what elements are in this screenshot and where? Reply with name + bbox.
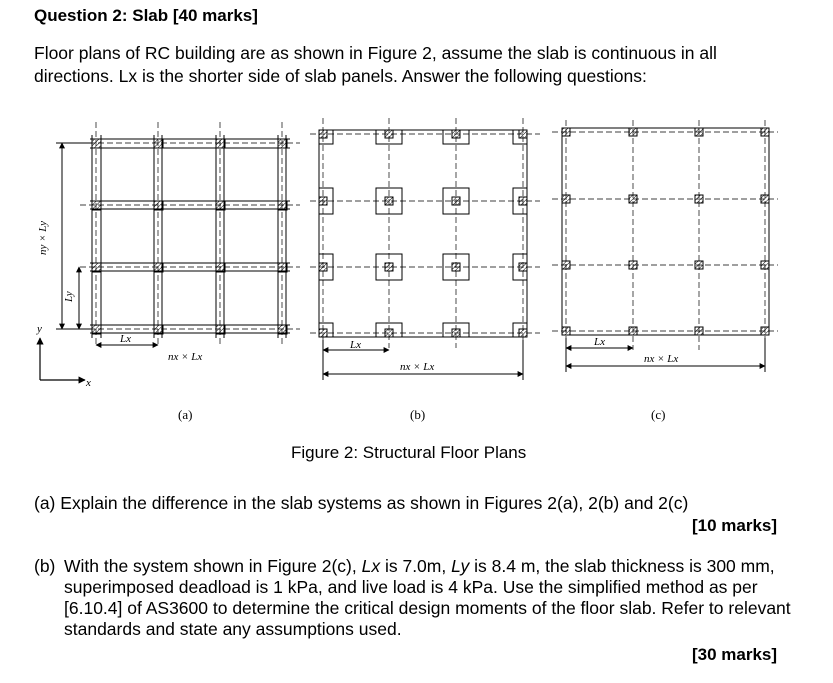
label-c-lx: Lx	[594, 336, 605, 348]
part-a-marks: [10 marks]	[692, 516, 778, 535]
plan-a-gridlines	[80, 122, 300, 345]
part-a-label: (a)	[34, 493, 56, 513]
plan-c-slab-edge	[562, 128, 769, 335]
axis-arrows	[40, 338, 85, 380]
label-a-ly: Ly	[63, 291, 75, 302]
label-c-nx-lx: nx × Lx	[644, 353, 679, 365]
label-a-nx-lx: nx × Lx	[168, 351, 203, 363]
plan-a-dimensions	[56, 143, 158, 345]
plan-a-beams-horizontal	[90, 139, 290, 333]
plan-a	[40, 122, 300, 380]
plan-b	[310, 118, 540, 380]
label-axis-y: y	[37, 323, 42, 335]
figure-c-label: (c)	[651, 407, 666, 422]
plan-b-slab-edge	[319, 130, 527, 337]
plan-b-drop-panels	[319, 130, 527, 337]
ly-symbol: Ly	[451, 556, 470, 576]
figure-caption: Figure 2: Structural Floor Plans	[291, 443, 527, 462]
part-b-label: (b)	[34, 556, 56, 576]
plan-c-gridlines	[552, 120, 778, 350]
part-b	[34, 556, 794, 640]
figure-b-label: (b)	[410, 407, 426, 422]
part-b-marks: [30 marks]	[692, 645, 778, 664]
plan-a-beams-vertical	[92, 135, 286, 338]
label-a-ny-ly: ny × Ly	[37, 221, 49, 255]
plan-a-columns	[92, 139, 287, 334]
plan-c	[552, 120, 778, 372]
label-b-lx: Lx	[350, 339, 361, 351]
question-heading: Question 2: Slab [40 marks]	[34, 6, 258, 25]
part-a	[34, 493, 688, 514]
plan-c-columns	[562, 128, 769, 335]
plan-b-columns	[319, 130, 527, 337]
plan-b-gridlines	[310, 118, 540, 348]
figure-a-label: (a)	[178, 407, 193, 422]
lx-symbol: Lx	[361, 556, 381, 576]
label-b-nx-lx: nx × Lx	[400, 361, 435, 373]
label-a-lx: Lx	[120, 333, 131, 345]
question-intro: Floor plans of RC building are as shown in Figure 2, assume the slab is continuous in all directions. Lx is the shorter side of slab panels. Answer the following questions:	[34, 43, 717, 86]
part-b-text: With the system shown in Figure 2(c), Lx is 7.0m, Ly is 8.4 m, the slab thickness is 300 mm, superimposed deadload is 1 kPa, and live load is 4 kPa. Use the simplified method as per [6.10.4] of AS3600 to determine the critical design moments of the floor slab. Refer to relevant standards and state any assumptions used.	[64, 556, 791, 639]
part-a-text: Explain the difference in the slab systems as shown in Figures 2(a), 2(b) and 2(c)	[60, 493, 689, 513]
label-axis-x: x	[86, 377, 91, 389]
structural-floor-plans-figure	[0, 110, 833, 440]
